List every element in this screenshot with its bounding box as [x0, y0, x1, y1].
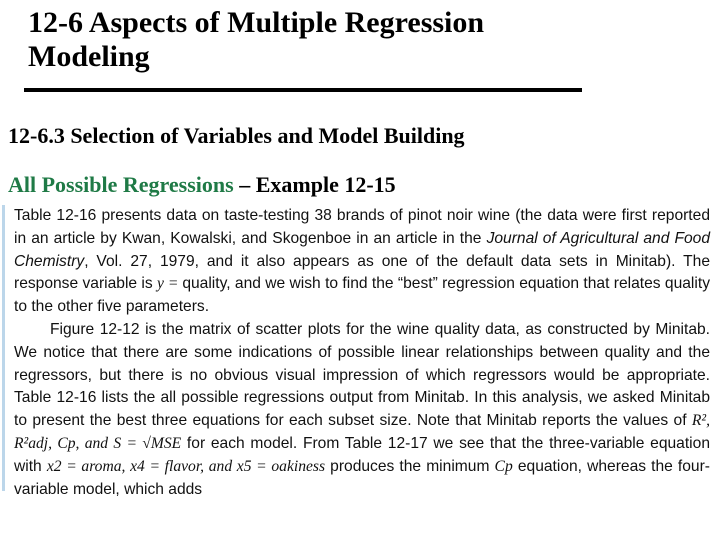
- textbook-excerpt: [2, 205, 714, 498]
- response-variable: y =: [157, 275, 183, 293]
- slide-subtitle: 12-6.3 Selection of Variables and Model Building: [8, 123, 465, 148]
- p2-text-c: produces the minimum: [325, 457, 495, 475]
- p1-text-c: quality, and we wish to find the “best” regression equation that relates quality to the other five parameters.: [14, 275, 710, 316]
- selected-variables: x2 = aroma, x4 = flavor, and x5 = oakiness: [46, 457, 326, 475]
- section-highlight: All Possible Regressions: [8, 172, 234, 197]
- paragraph-1: [14, 205, 710, 319]
- paragraph-2: [14, 319, 710, 501]
- p1-text-b: , Vol. 27, 1979, and it also appears as one of the default data sets in Minitab). The response variable is: [14, 252, 710, 293]
- excerpt-text: [14, 205, 710, 501]
- title-underline: [24, 88, 582, 92]
- excerpt-margin-bar: [2, 205, 5, 491]
- section-rest: – Example 12-15: [233, 172, 396, 197]
- slide-title: 12-6 Aspects of Multiple Regression Modeling: [28, 6, 485, 73]
- p2-text-b: for each model. From Table 12-17 we see that the three-variable equation with: [14, 434, 710, 475]
- model-statistics: R², R²adj, Cp, and S = √MSE: [14, 412, 710, 452]
- cp-statistic: Cp: [494, 457, 513, 475]
- p2-text-a: Figure 12-12 is the matrix of scatter plots for the wine quality data, as constructed by Minitab. We notice that there are some indications of possible linear relationships between quality and the regressors, but there is no obvious visual impression of which regressors would be appropriate. Table 12-16 lists the all possible regressions output from Minitab. In this analysis, we asked Minitab to present the best three equations for each subset size. Note that Minitab reports the values of: [14, 320, 710, 430]
- p1-text-a: Table 12-16 presents data on taste-testing 38 brands of pinot noir wine (the data were first reported in an article by Kwan, Kowalski, and Skogenboe in an article in the: [14, 207, 710, 247]
- journal-name: Journal of Agricultural and Food Chemistry: [14, 229, 710, 270]
- p2-text-d: equation, whereas the four-variable model, which adds: [14, 457, 710, 498]
- section-heading: [8, 171, 396, 199]
